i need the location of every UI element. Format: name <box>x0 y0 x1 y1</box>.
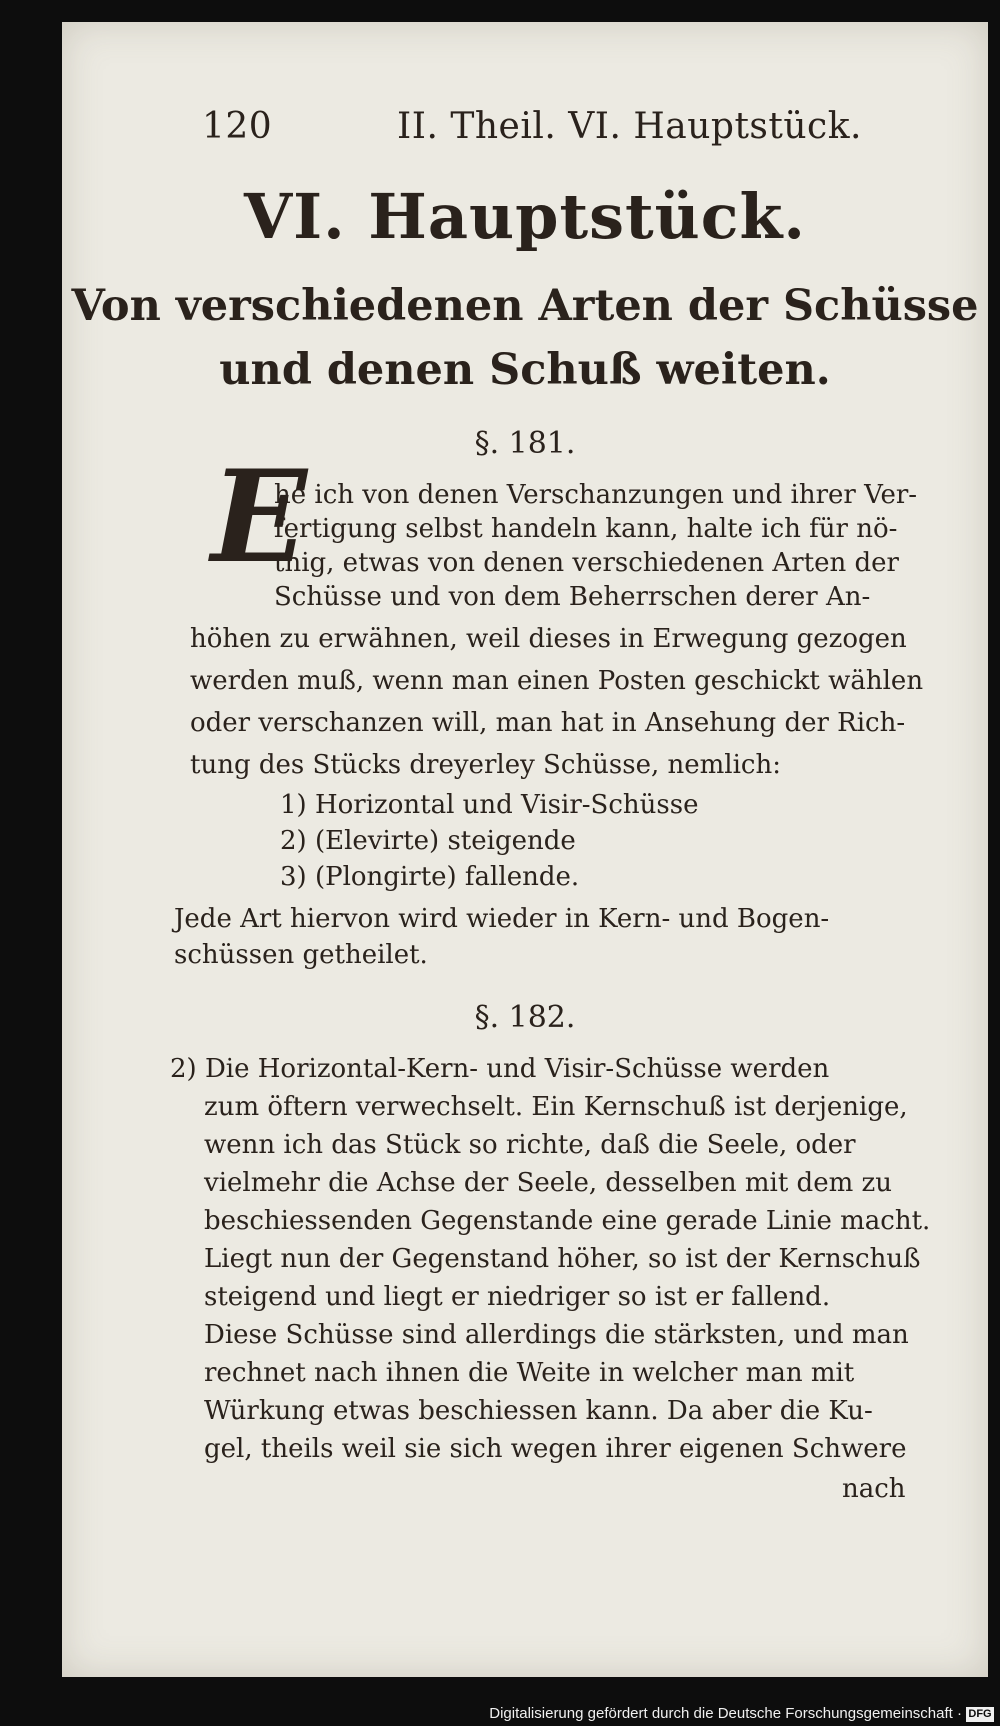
body-text-line: thig, etwas von denen verschiedenen Arten der <box>274 548 899 578</box>
chapter-subtitle <box>62 274 988 402</box>
body-text-line: rechnet nach ihnen die Weite in welcher man mit <box>204 1358 855 1388</box>
body-text-line: werden muß, wenn man einen Posten geschickt wählen <box>190 666 924 696</box>
chapter-subtitle-line: und denen Schuß weiten. <box>219 345 831 395</box>
body-text-line: fertigung selbst handeln kann, halte ich für nö- <box>274 514 898 544</box>
list-item: 2) (Elevirte) steigende <box>280 826 576 856</box>
footer-bar <box>0 1700 1000 1726</box>
drop-cap-initial: E <box>210 443 308 591</box>
body-text-line: Diese Schüsse sind allerdings die stärksten, und man <box>204 1320 909 1350</box>
section-181-heading: §. 181. <box>474 426 576 461</box>
body-text-line: 2) Die Horizontal-Kern- und Visir-Schüsse werden <box>170 1054 830 1084</box>
body-text-line: vielmehr die Achse der Seele, desselben mit dem zu <box>204 1168 892 1198</box>
book-page <box>62 22 988 1677</box>
body-text-line: Jede Art hiervon wird wieder in Kern- und Bogen- <box>174 904 830 934</box>
list-item: 3) (Plongirte) fallende. <box>280 862 580 892</box>
funding-notice: Digitalisierung gefördert durch die Deutsche Forschungsgemeinschaft · <box>489 1705 962 1722</box>
list-item: 1) Horizontal und Visir-Schüsse <box>280 790 699 820</box>
dfg-logo: DFG <box>966 1707 994 1722</box>
body-text-line: zum öftern verwechselt. Ein Kernschuß ist derjenige, <box>204 1092 908 1122</box>
body-text-line: tung des Stücks dreyerley Schüsse, nemlich: <box>190 750 781 780</box>
body-text-line: höhen zu erwähnen, weil dieses in Erwegung gezogen <box>190 624 907 654</box>
body-text-line: steigend und liegt er niedriger so ist er fallend. <box>204 1282 831 1312</box>
body-text-line: Liegt nun der Gegenstand höher, so ist der Kernschuß <box>204 1244 921 1274</box>
page-number: 120 <box>202 106 273 147</box>
body-text-line: wenn ich das Stück so richte, daß die Seele, oder <box>204 1130 856 1160</box>
body-text-line: Schüsse und von dem Beherrschen derer An- <box>274 582 871 612</box>
chapter-title: VI. Hauptstück. <box>243 180 806 253</box>
chapter-subtitle-line: Von verschiedenen Arten der Schüsse <box>71 281 979 331</box>
running-head: II. Theil. VI. Hauptstück. <box>397 106 862 147</box>
body-text-line: beschiessenden Gegenstande eine gerade Linie macht. <box>204 1206 931 1236</box>
body-text-line: gel, theils weil sie sich wegen ihrer eigenen Schwere <box>204 1434 907 1464</box>
body-text-line: Würkung etwas beschiessen kann. Da aber die Ku- <box>204 1396 873 1426</box>
body-text-line: schüssen getheilet. <box>174 940 428 970</box>
section-182-heading: §. 182. <box>474 1000 576 1035</box>
catchword: nach <box>842 1474 906 1504</box>
body-text-line: he ich von denen Verschanzungen und ihrer Ver- <box>274 480 918 510</box>
body-text-line: oder verschanzen will, man hat in Ansehung der Rich- <box>190 708 906 738</box>
